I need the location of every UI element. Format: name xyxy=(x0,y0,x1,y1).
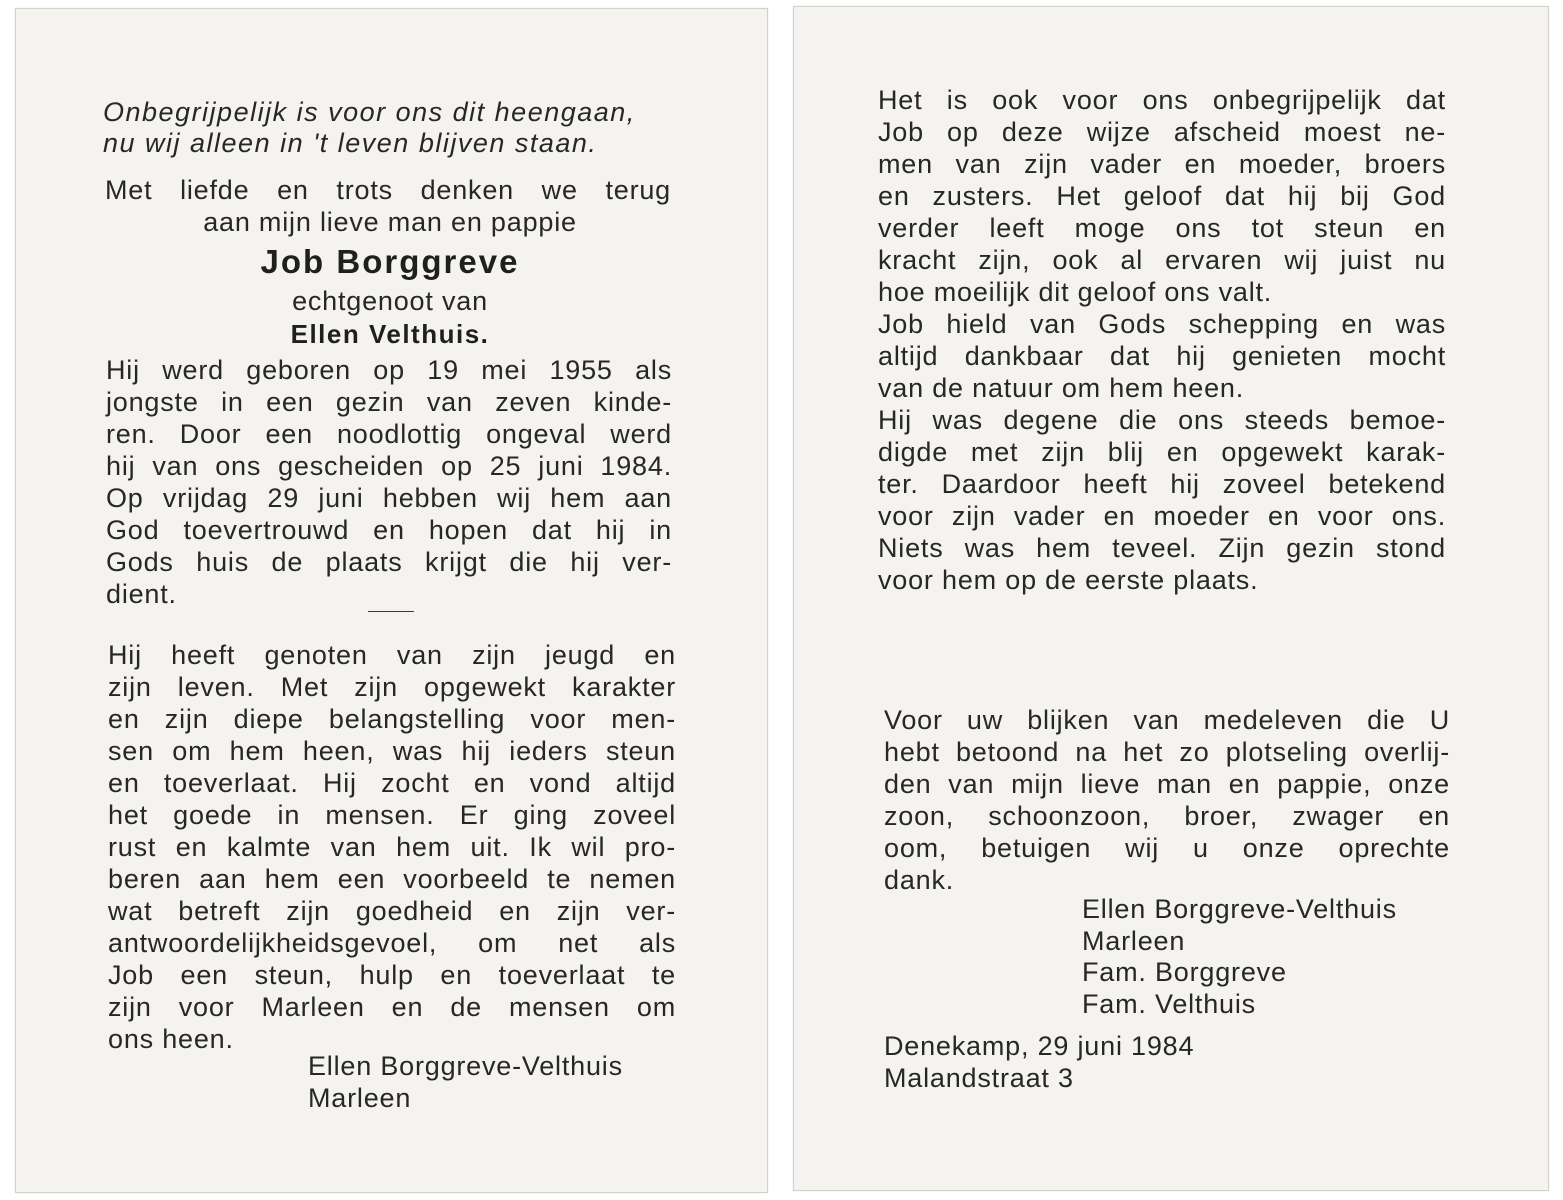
spouse-label-block xyxy=(103,285,677,317)
text-line: en zusters. Het geloof dat hij bij God xyxy=(878,181,1446,211)
text-line: ons heen. xyxy=(108,1024,234,1054)
text-line: men van zijn vader en moeder, broers xyxy=(878,149,1446,179)
text-line: Hij werd geboren op 19 mei 1955 als xyxy=(106,355,672,385)
text-line: voor zijn vader en moeder en voor ons. xyxy=(878,501,1446,531)
text-line: ren. Door een noodlottig ongeval werd xyxy=(106,419,672,449)
address: Malandstraat 3 xyxy=(884,1063,1074,1093)
verse-line: Onbegrijpelijk is voor ons dit heengaan, xyxy=(103,97,636,127)
text-line: Voor uw blijken van medeleven die U xyxy=(884,705,1450,735)
text-line: verder leeft moge ons tot steun en xyxy=(878,213,1446,243)
signature-line: Marleen xyxy=(1082,925,1186,956)
text-line: Job op deze wijze afscheid moest ne- xyxy=(878,117,1446,147)
text-line: voor hem op de eerste plaats. xyxy=(878,565,1259,595)
signature-line: Ellen Borggreve-Velthuis xyxy=(1082,894,1397,924)
text-line: altijd dankbaar dat hij genieten mocht xyxy=(878,341,1446,371)
place-and-address xyxy=(884,1030,1304,1094)
text-line: zoon, schoonzoon, broer, zwager en xyxy=(884,801,1450,831)
text-line: den van mijn lieve man en pappie, onze xyxy=(884,769,1450,799)
intro-text-centered xyxy=(103,206,677,238)
text-line: antwoordelijkheidsgevoel, om net als xyxy=(108,928,676,958)
text-line: rust en kalmte van hem uit. Ik wil pro- xyxy=(108,832,676,862)
right-paragraph-1 xyxy=(878,84,1446,596)
intro-text xyxy=(105,174,671,206)
left-paragraph-2 xyxy=(108,639,676,1055)
verse-line: nu wij alleen in 't leven blijven staan. xyxy=(103,128,598,158)
text-line: hebt betoond na het zo plotseling overlij- xyxy=(884,737,1450,767)
text-line: zijn leven. Met zijn opgewekt karakter xyxy=(108,672,676,702)
text-line: Hij heeft genoten van zijn jeugd en xyxy=(108,640,676,670)
text-line: het goede in mensen. Er ging zoveel xyxy=(108,800,676,830)
signature-line: Fam. Borggreve xyxy=(1082,957,1287,987)
text-line: hij van ons gescheiden op 25 juni 1984. xyxy=(106,451,672,481)
text-line: Het is ook voor ons onbegrijpelijk dat xyxy=(878,85,1446,115)
signature-line: Marleen xyxy=(308,1082,412,1113)
text-line: ter. Daardoor heeft hij zoveel betekend xyxy=(878,469,1446,499)
intro-line: Met liefde en trots denken we terug xyxy=(105,175,671,205)
signature-line: Ellen Borggreve-Velthuis xyxy=(308,1051,623,1081)
spouse-name: Ellen Velthuis. xyxy=(290,319,490,349)
text-line: jongste in een gezin van zeven kinde- xyxy=(106,387,672,417)
spouse-name-block xyxy=(103,318,677,350)
memorial-verse xyxy=(103,96,683,159)
text-line: hoe moeilijk dit geloof ons valt. xyxy=(878,277,1273,307)
text-line: Hij was degene die ons steeds bemoe- xyxy=(878,405,1446,435)
text-line: van de natuur om hem heen. xyxy=(878,373,1245,403)
left-paragraph-1 xyxy=(106,354,672,610)
text-line: dank. xyxy=(884,865,955,895)
left-signature xyxy=(308,1051,688,1114)
intro-line: aan mijn lieve man en pappie xyxy=(203,207,577,237)
text-line: Niets was hem teveel. Zijn gezin stond xyxy=(878,533,1446,563)
signature-line: Fam. Velthuis xyxy=(1082,988,1256,1019)
text-line: wat betreft zijn goedheid en zijn ver- xyxy=(108,896,676,926)
text-line: Job een steun, hulp en toeverlaat te xyxy=(108,960,676,990)
text-line: en zijn diepe belangstelling voor men- xyxy=(108,704,676,734)
text-line: sen om hem heen, was hij ieders steun xyxy=(108,736,676,766)
right-paragraph-2 xyxy=(884,704,1450,896)
deceased-name: Job Borggreve xyxy=(260,243,520,280)
text-line: God toevertrouwd en hopen dat hij in xyxy=(106,515,672,545)
text-line: digde met zijn blij en opgewekt karak- xyxy=(878,437,1446,467)
text-line: zijn voor Marleen en de mensen om xyxy=(108,992,676,1022)
text-line: en toeverlaat. Hij zocht en vond altijd xyxy=(108,768,676,798)
text-line: kracht zijn, ook al ervaren wij juist nu xyxy=(878,245,1446,275)
text-line: dient. xyxy=(106,579,177,609)
place-date: Denekamp, 29 juni 1984 xyxy=(884,1031,1195,1061)
text-line: Gods huis de plaats krijgt die hij ver- xyxy=(106,547,672,577)
text-line: beren aan hem een voorbeeld te nemen xyxy=(108,864,676,894)
right-signatures xyxy=(1082,894,1482,1020)
spouse-label: echtgenoot van xyxy=(292,286,488,316)
section-divider xyxy=(368,611,414,612)
text-line: Job hield van Gods schepping en was xyxy=(878,309,1446,339)
text-line: Op vrijdag 29 juni hebben wij hem aan xyxy=(106,483,672,513)
text-line: oom, betuigen wij u onze oprechte xyxy=(884,833,1450,863)
deceased-name-block xyxy=(103,242,677,282)
